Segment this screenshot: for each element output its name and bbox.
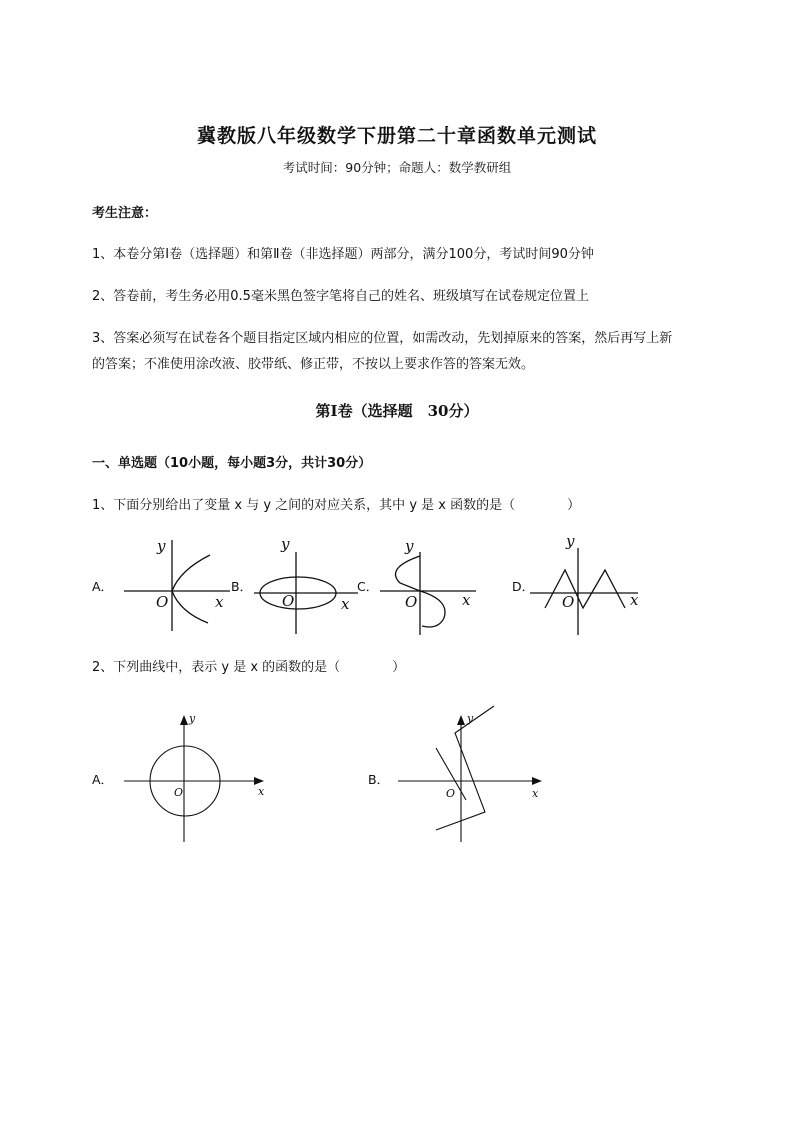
q1-option-d-label: D． <box>512 579 535 594</box>
q1-option-b-label: B． <box>231 579 253 594</box>
q1c-y-label: y <box>405 537 414 555</box>
q1c-x-label: x <box>462 591 471 609</box>
q2b-y-label: y <box>467 712 474 725</box>
q2b-origin-label: O <box>446 787 456 800</box>
q2-option-a-label: A． <box>92 772 114 787</box>
notice-item-3: 3、答案必须写在试卷各个题目指定区域内相应的位置，如需改动，先划掉原来的答案，然后再写上新 <box>92 331 673 346</box>
page-title: 冀教版八年级数学下册第二十章函数单元测试 <box>196 125 597 147</box>
q2-option-b-label: B． <box>368 772 390 787</box>
q1-graph-b <box>254 552 358 634</box>
q2-graph-a <box>124 715 264 842</box>
question-1-stem: 1、下面分别给出了变量 x 与 y 之间的对应关系，其中 y 是 x 函数的是（ ） <box>92 498 581 513</box>
notice-item-3-continued: 的答案；不准使用涂改液、胶带纸、修正带，不按以上要求作答的答案无效。 <box>92 357 535 372</box>
notice-item-1: 1、本卷分第I卷（选择题）和第Ⅱ卷（非选择题）两部分，满分100分，考试时间90分钟 <box>92 247 594 262</box>
q1b-origin-label: O <box>282 592 295 610</box>
q1-graph-a <box>124 540 230 631</box>
q1b-x-label: x <box>341 595 350 613</box>
part-heading: 一、单选题（10小题，每小题3分，共计30分） <box>92 456 372 471</box>
q1-option-c-label: C． <box>357 579 379 594</box>
q2-graph-b <box>398 706 542 842</box>
q1-option-a-label: A． <box>92 579 114 594</box>
q1a-y-label: y <box>157 537 166 555</box>
q1b-y-label: y <box>281 535 290 553</box>
q1d-origin-label: O <box>562 593 575 611</box>
q1d-x-label: x <box>630 591 639 609</box>
q2a-origin-label: O <box>174 786 184 799</box>
q2a-y-label: y <box>189 712 196 725</box>
q1c-origin-label: O <box>405 593 418 611</box>
notice-heading: 考生注意： <box>92 206 158 221</box>
q1-graph-d <box>530 548 638 635</box>
section-title: 第I卷（选择题 30分） <box>315 402 479 420</box>
q1d-y-label: y <box>566 532 575 550</box>
q1a-x-label: x <box>215 593 224 611</box>
q2b-x-label: x <box>532 787 539 800</box>
exam-subtitle: 考试时间：90分钟；命题人：数学教研组 <box>282 160 512 175</box>
q1a-origin-label: O <box>156 593 169 611</box>
question-2-stem: 2、下列曲线中，表示 y 是 x 的函数的是（ ） <box>92 660 406 675</box>
notice-item-2: 2、答卷前，考生务必用0.5毫米黑色签字笔将自己的姓名、班级填写在试卷规定位置上 <box>92 289 589 304</box>
q2a-x-label: x <box>258 785 265 798</box>
